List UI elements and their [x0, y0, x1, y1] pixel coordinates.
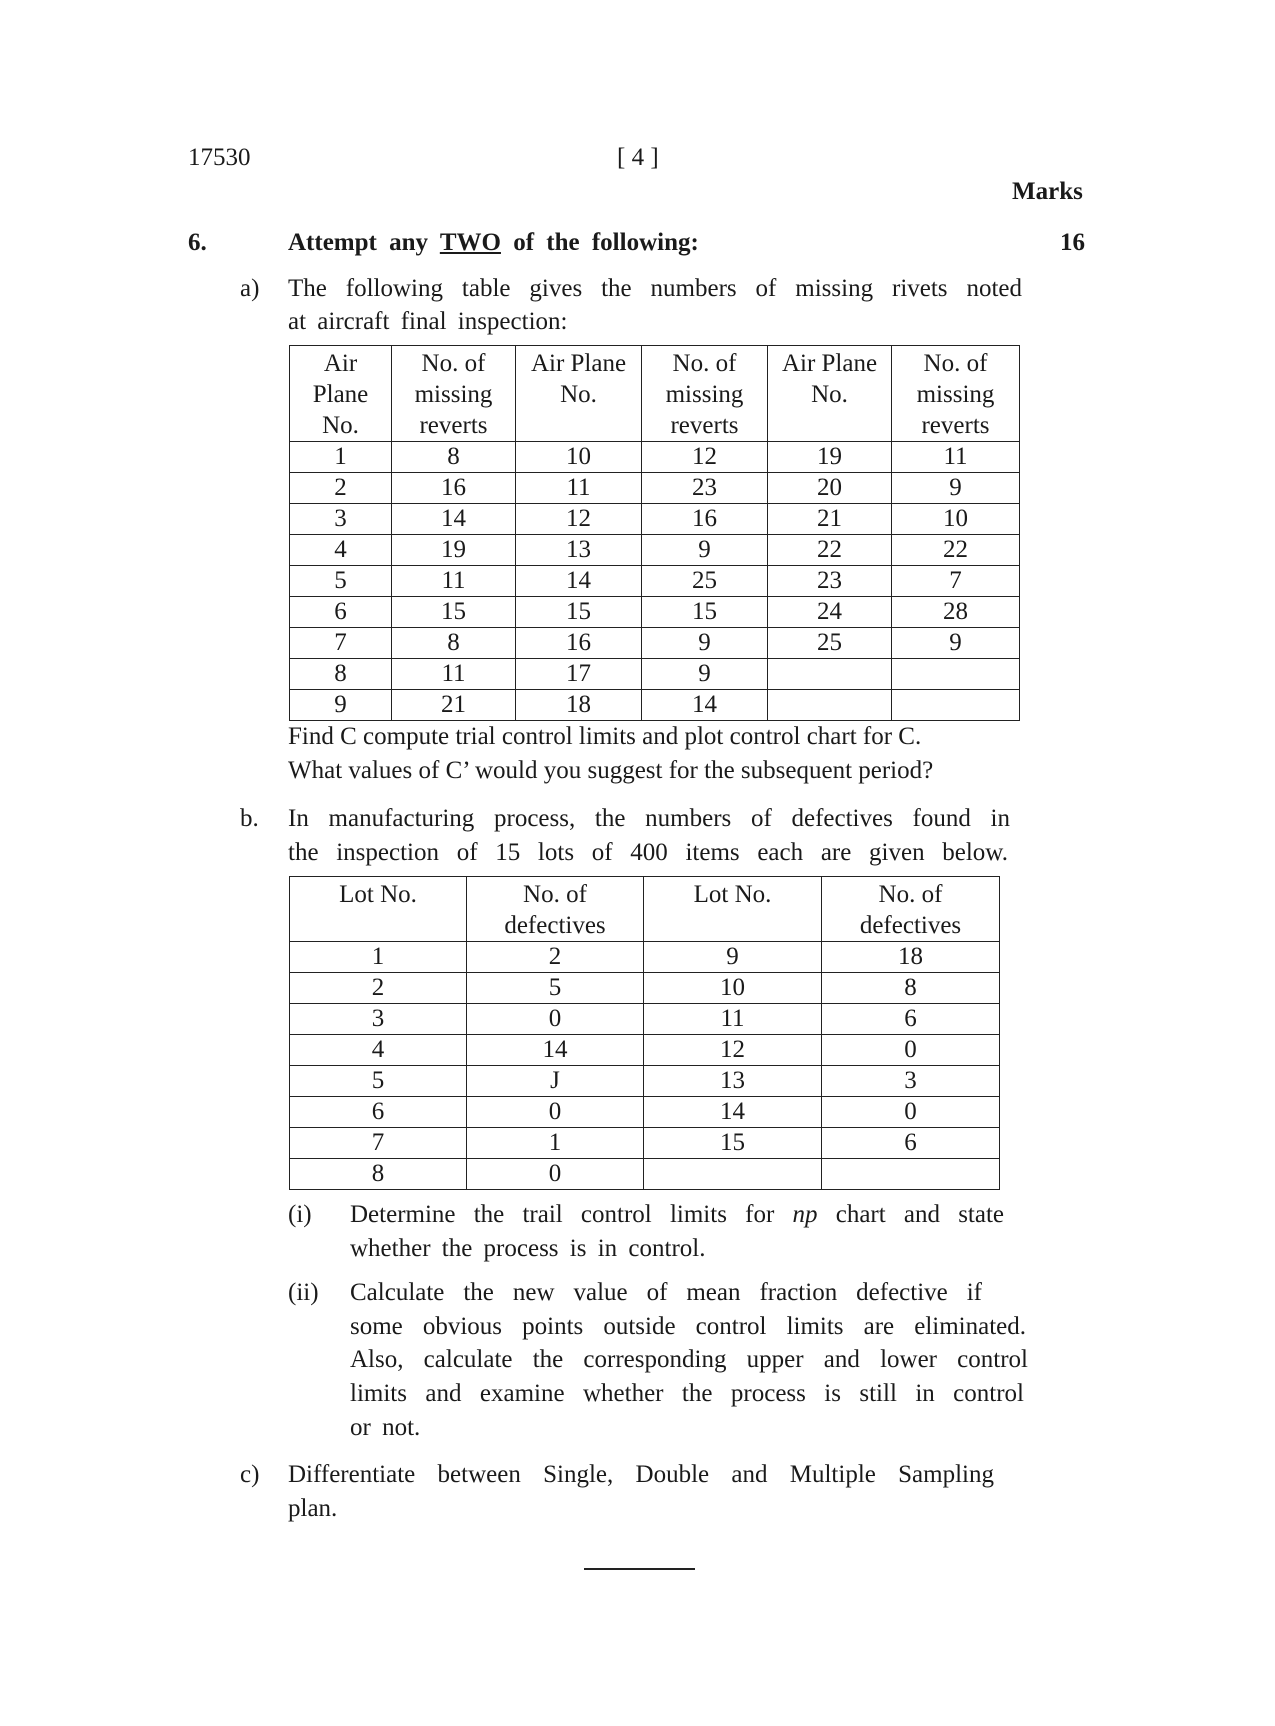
table-row	[290, 1004, 1000, 1035]
column-header	[642, 346, 768, 442]
page-number: [ 4 ]	[617, 144, 659, 171]
sub-i-label: (i)	[288, 1201, 312, 1228]
table-row	[290, 597, 1020, 628]
column-header	[516, 346, 642, 442]
table-row	[290, 1066, 1000, 1097]
table-row	[290, 1128, 1000, 1159]
column-header-line: No.	[560, 381, 597, 408]
column-header	[822, 877, 1000, 942]
table-cell: 7	[290, 1128, 467, 1159]
missing-rivets-table	[289, 345, 1020, 721]
table-cell: 23	[768, 566, 892, 597]
table-cell: 3	[290, 504, 392, 535]
table-cell: 21	[392, 690, 516, 721]
column-header-line: Plane	[312, 381, 369, 408]
column-header	[644, 877, 822, 942]
part-a-question-line2: What values of C’ would you suggest for the subsequent period?	[288, 757, 934, 784]
table-cell: 7	[892, 566, 1020, 597]
table-cell: 6	[290, 597, 392, 628]
table-cell: 22	[768, 535, 892, 566]
table-cell: 0	[467, 1159, 644, 1190]
table-cell: 8	[290, 659, 392, 690]
table-cell: 9	[644, 942, 822, 973]
table-cell: 14	[392, 504, 516, 535]
column-header-line: No. of	[923, 350, 988, 377]
part-a-intro-line1: The following table gives the numbers of missing rivets noted	[288, 275, 1022, 302]
table-cell: 4	[290, 1035, 467, 1066]
table-cell: 25	[768, 628, 892, 659]
table-row	[290, 973, 1000, 1004]
table-cell: 18	[516, 690, 642, 721]
instruction-post: of the following:	[513, 229, 699, 256]
table-cell: J	[467, 1066, 644, 1097]
column-header	[892, 346, 1020, 442]
table-cell	[644, 1159, 822, 1190]
table-cell: 13	[644, 1066, 822, 1097]
column-header	[290, 346, 392, 442]
table-row	[290, 1097, 1000, 1128]
column-header-line: No. of	[421, 350, 486, 377]
sub-ii-label: (ii)	[288, 1279, 319, 1306]
column-header-line: Air Plane	[530, 350, 627, 377]
part-a-question-line1: Find C compute trial control limits and plot control chart for C.	[288, 723, 922, 750]
table-cell: 20	[768, 473, 892, 504]
table-cell: 9	[642, 659, 768, 690]
table-cell: 9	[290, 690, 392, 721]
table-header-row	[290, 346, 1020, 442]
table-row	[290, 1035, 1000, 1066]
table-cell: 2	[290, 473, 392, 504]
sub-ii-line: some obvious points outside control limits are eliminated.	[350, 1313, 1026, 1340]
column-header-line: reverts	[419, 412, 488, 439]
table-cell: 13	[516, 535, 642, 566]
table-row	[290, 1159, 1000, 1190]
table-cell: 6	[822, 1004, 1000, 1035]
table-cell: 14	[516, 566, 642, 597]
table-header-row	[290, 877, 1000, 942]
column-header-line: Lot No.	[339, 881, 417, 908]
column-header-line: missing	[665, 381, 744, 408]
table-cell: 10	[644, 973, 822, 1004]
table-cell	[892, 690, 1020, 721]
table-cell: 14	[467, 1035, 644, 1066]
table-cell: 10	[892, 504, 1020, 535]
question-instruction	[288, 229, 699, 257]
table-cell: 18	[822, 942, 1000, 973]
table-cell: 16	[516, 628, 642, 659]
table-cell: 12	[516, 504, 642, 535]
table-cell	[892, 659, 1020, 690]
table-cell: 19	[768, 442, 892, 473]
part-c-label: c)	[240, 1461, 260, 1488]
table-cell: 19	[392, 535, 516, 566]
table-cell: 8	[822, 973, 1000, 1004]
table-cell: 22	[892, 535, 1020, 566]
table-cell: 23	[642, 473, 768, 504]
column-header-line: missing	[414, 381, 493, 408]
part-a-intro-line2: at aircraft final inspection:	[288, 308, 568, 335]
column-header-line: Lot No.	[693, 881, 772, 908]
column-header-line: defectives	[859, 912, 962, 939]
table-row	[290, 535, 1020, 566]
table-cell: 2	[290, 973, 467, 1004]
table-cell: 6	[290, 1097, 467, 1128]
part-a-label: a)	[240, 275, 260, 302]
table-cell: 12	[642, 442, 768, 473]
table-cell: 7	[290, 628, 392, 659]
question-marks: 16	[1060, 229, 1085, 256]
table-cell: 2	[467, 942, 644, 973]
table-cell: 21	[768, 504, 892, 535]
table-row	[290, 690, 1020, 721]
table-cell: 1	[290, 942, 467, 973]
paper-code: 17530	[188, 144, 251, 171]
table-cell: 0	[467, 1097, 644, 1128]
part-b-intro-line2: the inspection of 15 lots of 400 items each are given below.	[288, 839, 1008, 866]
end-rule	[584, 1568, 695, 1570]
column-header-line: No. of	[523, 881, 587, 908]
column-header	[768, 346, 892, 442]
table-cell: 3	[290, 1004, 467, 1035]
np-term: np	[792, 1201, 818, 1228]
table-cell: 5	[290, 566, 392, 597]
column-header	[467, 877, 644, 942]
sub-i-line1	[350, 1201, 1004, 1229]
part-b-label: b.	[240, 805, 259, 832]
table-cell: 16	[392, 473, 516, 504]
table-cell	[768, 659, 892, 690]
table-cell: 8	[392, 442, 516, 473]
table-cell: 4	[290, 535, 392, 566]
table-cell: 9	[892, 628, 1020, 659]
column-header-line: No.	[322, 412, 359, 439]
question-number: 6.	[188, 229, 207, 256]
marks-heading: Marks	[1012, 178, 1083, 205]
table-cell: 15	[644, 1128, 822, 1159]
table-cell: 15	[516, 597, 642, 628]
table-row	[290, 628, 1020, 659]
table-cell: 25	[642, 566, 768, 597]
table-row	[290, 566, 1020, 597]
table-cell: 11	[892, 442, 1020, 473]
table-row	[290, 442, 1020, 473]
table-cell: 0	[822, 1097, 1000, 1128]
table-cell: 10	[516, 442, 642, 473]
column-header-line: reverts	[670, 412, 739, 439]
part-c-line1: Differentiate between Single, Double and Multiple Sampling	[288, 1461, 994, 1488]
table-cell: 28	[892, 597, 1020, 628]
sub-i-line1-pre: Determine the trail control limits for	[350, 1201, 775, 1228]
column-header-line: Air	[323, 350, 358, 377]
column-header-line: defectives	[504, 912, 606, 939]
table-cell: 12	[644, 1035, 822, 1066]
table-cell: 9	[642, 628, 768, 659]
sub-ii-line: Also, calculate the corresponding upper and lower control	[350, 1346, 1028, 1373]
sub-i-line2: whether the process is in control.	[350, 1235, 706, 1262]
defectives-table	[289, 876, 1000, 1190]
table-cell: 24	[768, 597, 892, 628]
column-header-line: No. of	[672, 350, 737, 377]
sub-i-line1-post: chart and state	[835, 1201, 1005, 1228]
part-b-intro-line1: In manufacturing process, the numbers of defectives found in	[288, 805, 1010, 832]
column-header-line: Air Plane	[781, 350, 878, 377]
table-cell: 9	[892, 473, 1020, 504]
column-header-line: reverts	[921, 412, 990, 439]
table-cell: 8	[392, 628, 516, 659]
table-cell: 16	[642, 504, 768, 535]
table-cell: 11	[392, 659, 516, 690]
table-cell: 8	[290, 1159, 467, 1190]
table-cell: 5	[467, 973, 644, 1004]
instruction-pre: Attempt any	[288, 229, 429, 256]
table-row	[290, 659, 1020, 690]
table-cell: 0	[822, 1035, 1000, 1066]
part-c-line2: plan.	[288, 1495, 338, 1522]
instruction-two: TWO	[439, 229, 501, 256]
table-cell: 11	[516, 473, 642, 504]
table-cell: 6	[822, 1128, 1000, 1159]
column-header-line: missing	[916, 381, 995, 408]
table-cell: 1	[290, 442, 392, 473]
table-cell: 9	[642, 535, 768, 566]
table-cell	[822, 1159, 1000, 1190]
table-cell: 3	[822, 1066, 1000, 1097]
table-cell: 11	[392, 566, 516, 597]
table-row	[290, 473, 1020, 504]
table-cell: 0	[467, 1004, 644, 1035]
table-row	[290, 942, 1000, 973]
table-cell: 14	[644, 1097, 822, 1128]
sub-ii-line: Calculate the new value of mean fraction defective if	[350, 1279, 982, 1306]
table-cell	[768, 690, 892, 721]
sub-ii-line: or not.	[350, 1414, 421, 1441]
column-header-line: No.	[811, 381, 848, 408]
table-cell: 15	[642, 597, 768, 628]
table-cell: 17	[516, 659, 642, 690]
column-header	[290, 877, 467, 942]
column-header-line: No. of	[878, 881, 943, 908]
table-cell: 5	[290, 1066, 467, 1097]
table-cell: 11	[644, 1004, 822, 1035]
table-cell: 14	[642, 690, 768, 721]
column-header	[392, 346, 516, 442]
table-cell: 15	[392, 597, 516, 628]
table-row	[290, 504, 1020, 535]
table-cell: 1	[467, 1128, 644, 1159]
sub-ii-line: limits and examine whether the process is still in control	[350, 1380, 1024, 1407]
